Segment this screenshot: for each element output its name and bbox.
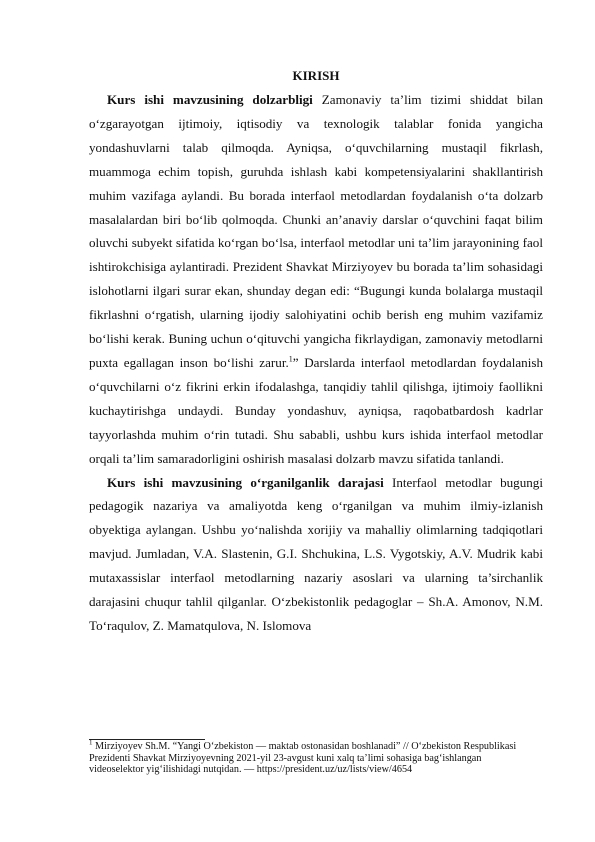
footnote-number: 1: [89, 738, 93, 747]
paragraph-text: Zamonaviy ta’lim tizimi shiddat bilan o‘zgarayotgan ijtimoiy, iqtisodiy va texnologik talablar fonida yangicha yondashuvlarni talab qilmoqda. Ayniqsa, o‘quvchilarning mustaqil fikrlash, muammoga echim topish, guruhda ishlash kabi kompetensiyalarini shakllantirish muhim vazifaga aylandi. Bu borada interfaol metodlardan foydalanish o‘ta dolzarb masalalardan biri bo‘lib qolmoqda. Chunki an’anaviy darslar o‘quvchini faqat bilim oluvchi subyekt sifatida ko‘rgan bo‘lsa, interfaol metodlar uni ta’lim jarayonining faol ishtirokchisiga aylantiradi. Prezident Shavkat Mirziyoyev bu borada ta’lim sohasidagi islohotlarni ilgari surar ekan, shunday degan edi: “Bugungi kunda bolalarga mustaqil fikrlashni o‘rgatish, ularning ijodiy salohiyatini ochib berish eng muhim vazifamiz bo‘lishi kerak. Buning uchun o‘qituvchi yangicha fikrlaydigan, zamonaviy metodlarni puxta egallagan inson bo‘lishi zarur.: [89, 92, 543, 370]
paragraph-relevance: [89, 88, 543, 471]
footnote-text: Mirziyoyev Sh.M. “Yangi O‘zbekiston — maktab ostonasidan boshlanadi” // O‘zbekiston Respublikasi Prezidenti Shavkat Mirziyoyevning 2021-yil 23-avgust kuni xalq ta’limi sohasiga bag‘ishlangan videoselektor yig‘ilishidagi nutqidan. — https://president.uz/uz/lists/view/4654: [89, 741, 517, 776]
paragraph-study-level: [89, 471, 543, 638]
document-body: [89, 66, 543, 638]
footnote-divider: [89, 739, 205, 740]
footnote-reference[interactable]: 1: [288, 354, 293, 364]
paragraph-text-continued: ” Darslarda interfaol metodlardan foydalanish o‘quvchilarni o‘z fikrini erkin ifodalashga, tanqidiy tahlil qilishga, ijtimoiy faollikni kuchaytirishga undaydi. Bunday yondashuv, ayniqsa, raqobatbardosh kadrlar tayyorlashda muhim o‘rin tutadi. Shu sababli, ushbu kurs ishida interfaol metodlar orqali ta’lim samaradorligini oshirish masalasi dolzarb mavzu sifatida tanlandi.: [89, 354, 543, 466]
paragraph-lead-relevance: Kurs ishi mavzusining dolzarbligi: [107, 92, 313, 107]
paragraph-text: Interfaol metodlar bugungi pedagogik nazariya va amaliyotda keng o‘rganilgan va muhim ilmiy-izlanish obyektiga aylangan. Ushbu yo‘nalishda xorijiy va mahalliy olimlarning tadqiqotlari mavjud. Jumladan, V.A. Slastenin, G.I. Shchukina, L.S. Vygotskiy, A.V. Mudrik kabi mutaxassislar interfaol metodlarning nazariy asoslari va ularning ta’sirchanlik darajasini chuqur tahlil qilganlar. O‘zbekistonlik pedagoglar – Sh.A. Amonov, N.M. To‘raqulov, Z. Mamatqulova, N. Islomova: [89, 474, 543, 633]
section-heading: KIRISH: [292, 68, 340, 83]
footnote: [89, 738, 529, 776]
paragraph-lead-study-level: Kurs ishi mavzusining o‘rganilganlik darajasi: [107, 474, 384, 490]
